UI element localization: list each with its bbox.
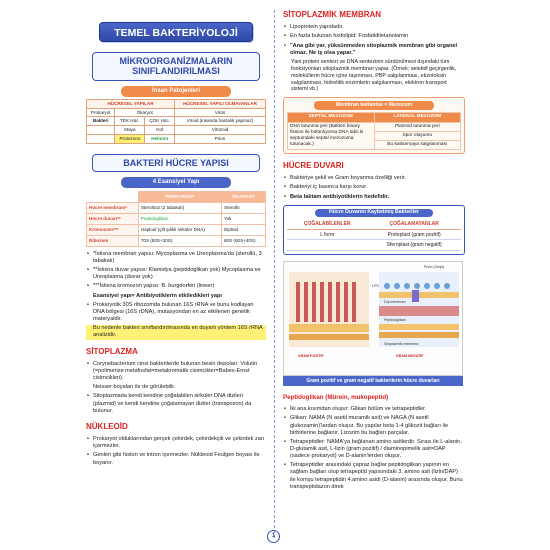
- okaryot-header: ÖKARYOT: [221, 192, 265, 203]
- outer-membrane-label: Dış membran: [384, 299, 406, 304]
- note: Esansiyel yapı= Antibiyotiklerin etkiledikleri yapı: [93, 292, 222, 299]
- cell: Plazmid tutunma yeri: [374, 122, 461, 131]
- section-hucre-duvari: HÜCRE DUVARI: [283, 161, 344, 171]
- cell: Sterolsüz (2 tabakalı): [138, 203, 221, 214]
- list-item: • Bakteriyi iç basınca karşı korur.: [283, 184, 465, 191]
- wall-lost-box: [283, 205, 465, 255]
- column-divider: [274, 10, 275, 538]
- cell: Bu katlanmaya salgılanması: [374, 140, 461, 149]
- noncellular-header: HÜCRESEL YAPILI OLMAYANLAR: [175, 99, 266, 108]
- page-title: TEMEL BAKTERİYOLOJİ: [99, 22, 253, 42]
- table-row: [87, 117, 266, 126]
- cell: 70S (50S+30S): [138, 235, 221, 246]
- peptidoglycan-label: Peptidoglikan: [384, 317, 406, 322]
- list-item: • Prokaryot olduklarından gerçek çekirdek, çekirdekçik ve çekirdek zarı içermezler.: [86, 436, 266, 450]
- list-item: • Corynebacterium cinsi bakterilerde bulunan besin depoları: Volutin (=polimerize metafosfat=metakromatik cisimcikler=Babes-Ernst cisimcikleri).: [86, 361, 266, 382]
- gram-positive-label: GRAM POZİTİF: [298, 353, 324, 358]
- cell: Virüs: [175, 108, 266, 117]
- cell: Spor oluşumu: [374, 131, 461, 140]
- list-item: • İki ana kısımdan oluşur: Glikan bölüm ve tetrapeptidler.: [283, 406, 465, 413]
- cell: Viroid (insanda hastalık yapmaz): [175, 117, 266, 126]
- table-row: [87, 214, 266, 225]
- cell: Ökaryot: [115, 108, 175, 117]
- cell: Prokaryot: [87, 108, 115, 117]
- structure-notes: [86, 251, 266, 340]
- reproducing-header: ÇOĞALABİLENLER: [287, 220, 367, 230]
- wall-lost-table: [287, 220, 461, 251]
- table-row: [87, 225, 266, 236]
- cell: Protoplast (gram pozitif): [367, 230, 461, 240]
- cell: Yok: [221, 214, 265, 225]
- cell: Haploid (çift iplikli sirküler DNA): [138, 225, 221, 236]
- cell: Küf: [145, 126, 175, 135]
- right-column: [283, 8, 465, 493]
- cell: TEK Hüc.: [115, 117, 145, 126]
- cell-wall-illustration: [284, 262, 464, 377]
- section-nukleoid: NÜKLEOİD: [86, 421, 128, 431]
- list-item: • Genleri gibi histon ve intron içermezler. Nükleoid Feulgen boyası ile boyanır.: [86, 452, 266, 466]
- cell: Bakteri: [87, 117, 115, 126]
- mesosome-table: [287, 112, 461, 150]
- list-item: • Tetrapeptidler arasındaki çapraz bağlar peptidoglikan yapının en sağlam bağları olup tetrapeptid yapısındaki 3. amino asit (lizin/DAP) ile komşu tetrapeptidin 4.amino asidi (D-alanin) arasında oluşur. Bunu transpeptidazon direk: [283, 462, 465, 491]
- mesosome-pill: Membran katlantısı = Mezozom: [314, 101, 434, 110]
- table-row: [87, 135, 266, 144]
- classification-table: [86, 99, 266, 144]
- cell: Sterollü: [221, 203, 265, 214]
- structure-table: [86, 191, 266, 246]
- list-item: • Tetrapeptidler: NAMA'ya bağlanan amino asitlerdir. Sırası ile L-alanin, D-glutamik asit, L-lizin (gram pozitif) / diaminopimelik asit=DAP (sadece prokaryot) ve D-alanin'lerden oluşur.: [283, 439, 465, 460]
- wall-lost-pill: Hücre Duvarını Kaybetmiş Bakteriler: [315, 209, 433, 217]
- structure-title: BAKTERİ HÜCRE YAPISI: [92, 154, 260, 172]
- cell: [87, 135, 115, 144]
- list-item: • Sitoplazmada kendi kendine çoğalabilen sirküler DNA dizileri (plazmid) ve kendi kendine çoğalamayan diziler (transpozon) da bulunur.: [86, 393, 266, 414]
- cellular-header: HÜCRESEL YAPILAR: [87, 99, 175, 108]
- table-row: [87, 108, 266, 117]
- peptidoglycan-title: Peptidoglikan (Mürein, mukopeptid): [283, 394, 389, 402]
- cell: Protozoon: [115, 135, 145, 144]
- prokaryot-header: PROKARYOT: [138, 192, 221, 203]
- membrane-list: [283, 24, 465, 57]
- list-item: • Glikan: NAMA (N asetil muramik asit) ve NAGA (N asetil glukozamin)'lardan oluşur. Bu yapılar beta 1-4 glikozit bağları ile birbirlerine bağlanır. Lizozim bu bağları parçalar.: [283, 415, 465, 436]
- section-sitoplazmik-membran: SİTOPLAZMİK MEMBRAN: [283, 10, 382, 19]
- septal-header: SEPTAL MEZOZOM: [288, 113, 375, 122]
- section-sitoplazma: SİTOPLAZMA: [86, 346, 138, 356]
- diagram-caption: Gram pozitif ve gram negatif bakterilerin hücre duvarları: [283, 376, 463, 386]
- porin-label: Porin (Ompi): [424, 264, 445, 269]
- essential-pill: 4 Esansiyel Yapı: [121, 177, 231, 188]
- cell: [87, 126, 115, 135]
- classification-title: MİKROORGANİZMALARIN SINIFLANDIRILMASI: [92, 52, 260, 81]
- note: Bu nedenle bakteri sınıflandırılmasında en duyarlı yöntem 16S rRNA analizidir.: [86, 325, 266, 339]
- cell: L form: [287, 230, 367, 240]
- membrane-paragraph: Yani protein sentezi ve DNA sentezinin sürdürülmesi dışındaki tüm fonksiyonları sitoplazmik membran yapar. (Örnek; selektif geçirgenlik, moleküllerin hücre içine taşınması, PBP salgılanması, ekzotoksin salgılanması, hidrolitik enzimlerin salgılanması, elektron transport sistemi vb.): [291, 58, 457, 93]
- cell: Peptidoglikan: [138, 214, 221, 225]
- list-item: • Bakteriye şekil ve Gram boyanma özelliği verir.: [283, 175, 465, 182]
- mesosome-box: [283, 97, 465, 154]
- cell: [287, 240, 367, 250]
- list-item: Neisser boyaları ile de görülebilir.: [93, 384, 176, 391]
- pathogen-pill: İnsan Patojenleri: [121, 86, 231, 97]
- page-number: 1: [267, 530, 280, 543]
- list-item: • Lipoprotein yapıdadır.: [283, 24, 465, 31]
- cell: Ribozom: [87, 235, 139, 246]
- cell: Helmint: [145, 135, 175, 144]
- table-row: [87, 126, 266, 135]
- cell: DNA tutunma yeri (Bakteri binary fission ile bölünüyorsa DNA tabii ki septumdaki septal mezozoma tutunacak.): [288, 122, 375, 150]
- lps-label: LPS: [372, 283, 379, 288]
- table-row: [87, 235, 266, 246]
- cell: 80S (60S+40S): [221, 235, 265, 246]
- cell: Virüzoid: [175, 126, 266, 135]
- cell-wall-diagram: [283, 261, 463, 376]
- note: • **İstisna duvar yapısı: Klamidya (peptidoglikan yok) Mycoplasma ve Ureoplasma (duvar yok): [86, 267, 266, 281]
- note: • ***İstisna kromozon yapısı: B. burgdorferi (lineer): [86, 283, 266, 290]
- sitoplazma-list: [86, 361, 266, 415]
- list-item: • Beta laktam antibiyotiklerin hedefidir.: [283, 194, 465, 201]
- nonreproducing-header: ÇOĞALAMAYANLAR: [367, 220, 461, 230]
- lateral-header: LATERAL MEZOZOM: [374, 113, 461, 122]
- cell: Prion: [175, 135, 266, 144]
- cell: Hücre duvarı**: [87, 214, 139, 225]
- cell: Maya: [115, 126, 145, 135]
- cell: ÇOK Hüc.: [145, 117, 175, 126]
- table-row: [87, 203, 266, 214]
- list-item: • "Ana gibi yar, yüksünmeden sitoplazmik membran gibi organel olmaz. Ne iş olsa yapar.": [283, 43, 465, 57]
- empty-header: [87, 192, 139, 203]
- cell: Diploid: [221, 225, 265, 236]
- note: • Prokaryotik 30S ribozomda bulunan 16S rRNA ve bunu kodlayan DNA bölgesi (16S rDNA), mutasyondan en az etkilenen genetik materyaldir.: [86, 302, 266, 323]
- cell: Sferoplast (gram negatif): [367, 240, 461, 250]
- left-column: [86, 8, 266, 469]
- cytoplasmic-membrane-label: Sitoplazmik membran: [384, 341, 419, 346]
- cell: Hücre membranı*: [87, 203, 139, 214]
- list-item: • En fazla bulunan fosfolipid: Fosfatidiletanolamin: [283, 33, 465, 40]
- peptidoglycan-list: [283, 406, 465, 491]
- wall-list: [283, 175, 465, 200]
- note: • *İstisna membran yapısı: Mycoplasma ve Ureoplasma'da (sterollü, 3 tabakalı): [86, 251, 266, 265]
- cell: Kromozom***: [87, 225, 139, 236]
- nukleoid-list: [86, 436, 266, 467]
- gram-negative-label: GRAM NEGATİF: [396, 353, 424, 358]
